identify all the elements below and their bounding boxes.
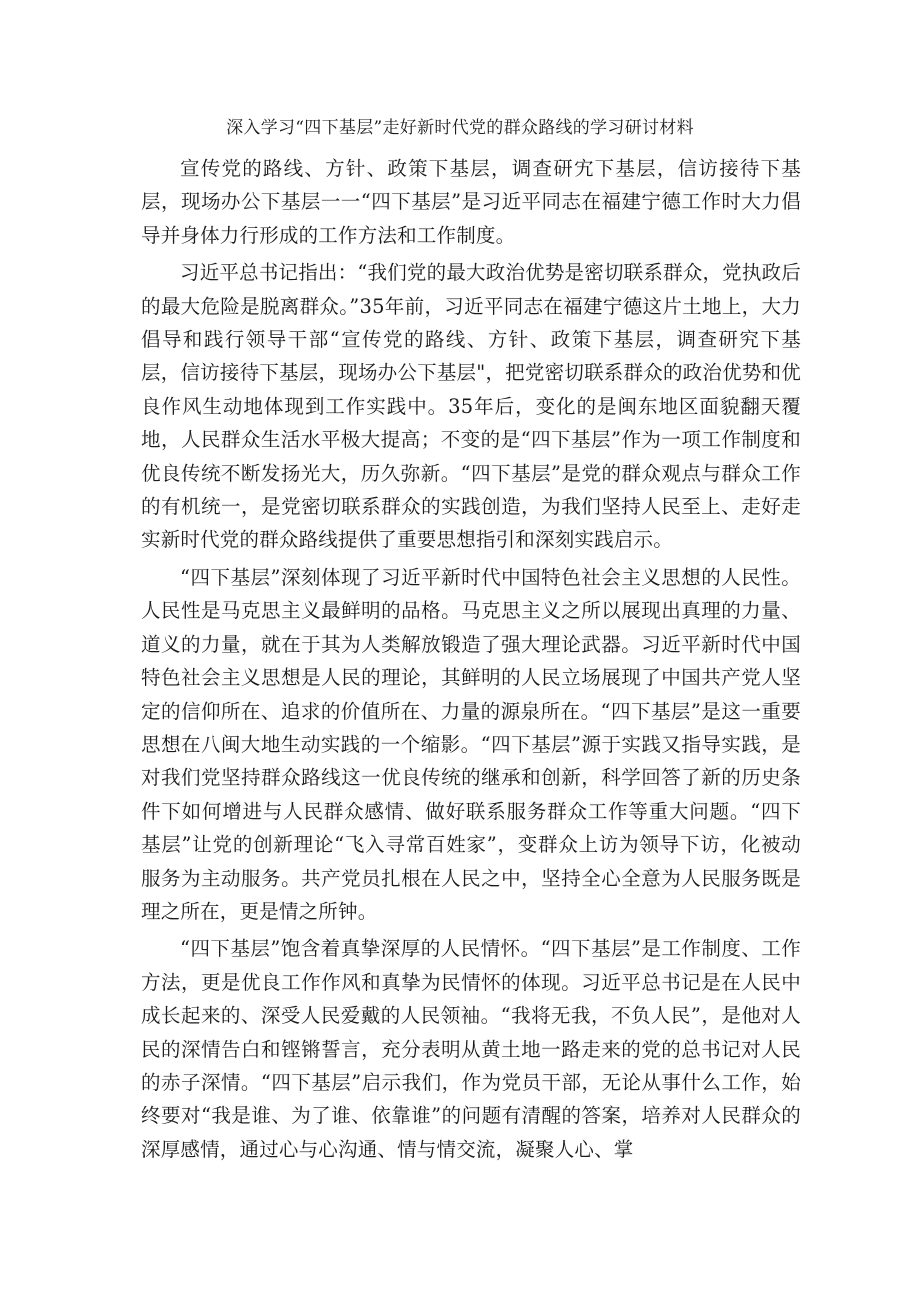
paragraph-4: “四下基层”饱含着真挚深厚的人民情怀。“四下基层”是工作制度、工作方法，更是优良工作作风和真挚为民情怀的体现。习近平总书记是在人民中成长起来的、深受人民爱戴的人民领袖。“我将无我，不负人民”，是他对人民的深情告白和铿锵誓言，充分表明从黄土地一路走来的党的总书记对人民的赤子深情。“四下基层”启示我们，作为党员干部，无论从事什么工作，始终要对“我是谁、为了谁、依靠谁”的问题有清醒的答案，培养对人民群众的深厚感情，通过心与心沟通、情与情交流，凝聚人心、掌 [141, 937, 801, 1161]
document-title: 深入学习“四下基层”走好新时代党的群众路线的学习研讨材料 [226, 118, 694, 138]
document-body [141, 152, 801, 1170]
paragraph-3: “四下基层”深刻体现了习近平新时代中国特色社会主义思想的人民性。人民性是马克思主义最鲜明的品格。马克思主义之所以展现出真理的力量、道义的力量，就在于其为人类解放锻造了强大理论武器。习近平新时代中国特色社会主义思想是人民的理论，其鲜明的人民立场展现了中国共产党人坚定的信仰所在、追求的价值所在、力量的源泉所在。“四下基层”是这一重要思想在八闽大地生动实践的一个缩影。“四下基层”源于实践又指导实践，是对我们党坚持群众路线这一优良传统的继承和创新，科学回答了新的历史条件下如何增进与人民群众感情、做好联系服务群众工作等重大问题。“四下基层”让党的创新理论“飞入寻常百姓家”，变群众上访为领导下访，化被动服务为主动服务。共产党员扎根在人民之中，坚持全心全意为人民服务既是理之所在，更是情之所钟。 [141, 565, 801, 923]
paragraph-1: 宣传党的路线、方针、政策下基层，调查研宄下基层，信访接待下基层，现场办公下基层一一“四下基层”是习近平同志在福建宁德工作时大力倡导并身体力行形成的工作方法和工作制度。 [141, 157, 801, 247]
paragraph-2: 习近平总书记指出：“我们党的最大政治优势是密切联系群众，党执政后的最大危险是脱离群众。”35年前，习近平同志在福建宁德这片土地上，大力倡导和践行领导干部“宣传党的路线、方针、政策下基层，调查研究下基层，信访接待下基层，现场办公下基层"，把党密切联系群众的政治优势和优良作风生动地体现到工作实践中。35年后，变化的是闽东地区面貌翻天覆地，人民群众生活水平极大提高；不变的是“四下基层”作为一项工作制度和优良传统不断发扬光大，历久弥新。“四下基层”是党的群众观点与群众工作的有机统一，是党密切联系群众的实践创造，为我们坚持人民至上、走好走实新时代党的群众路线提供了重要思想指引和深刻实践启示。 [141, 261, 801, 552]
